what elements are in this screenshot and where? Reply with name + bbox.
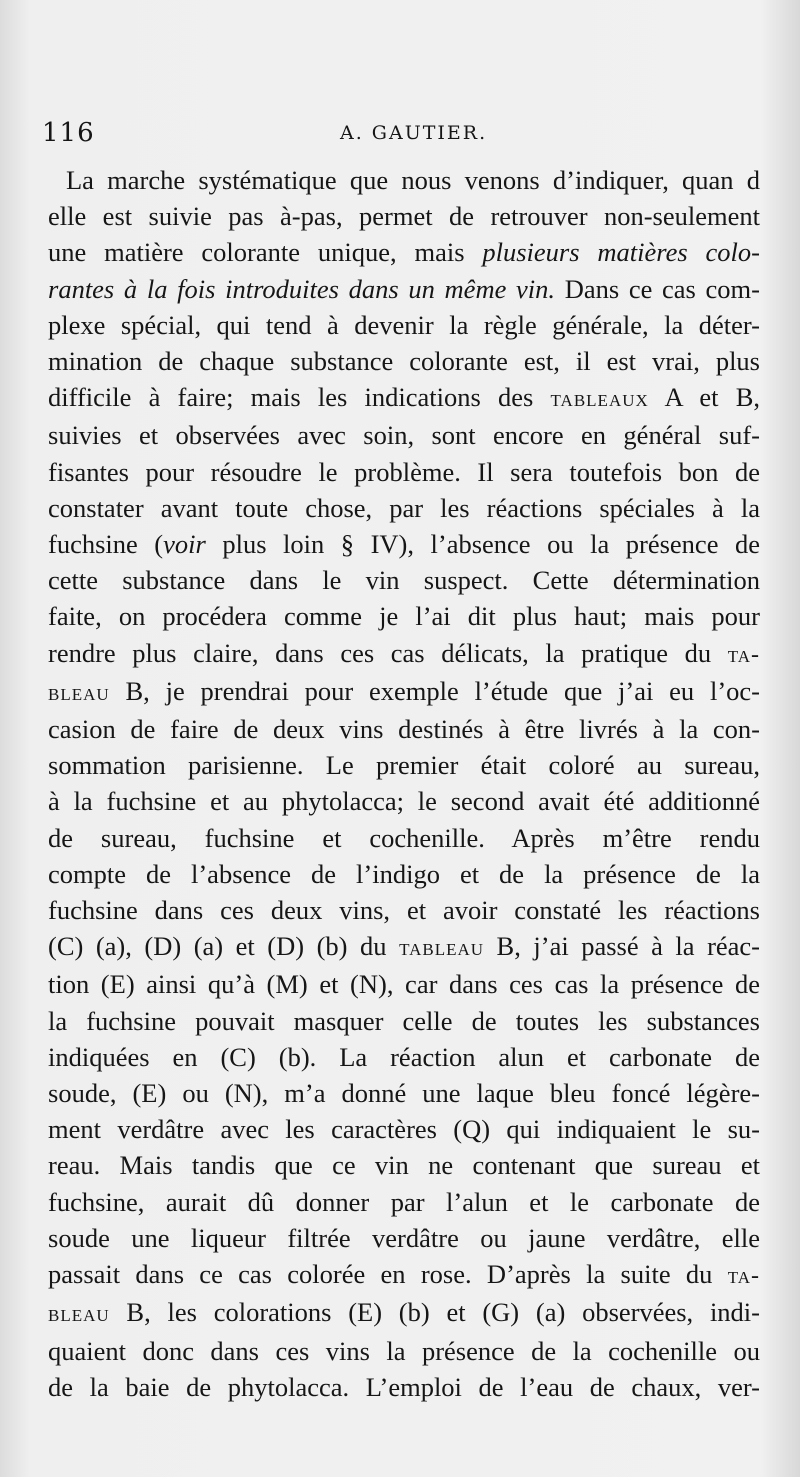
text-line: reau. Mais tandis que ce vin ne contenant que sureau et xyxy=(48,1150,760,1181)
text-line: passait dans ce cas colorée en rose. D’après la suite du ta- xyxy=(48,1259,761,1290)
text-line: à la fuchsine et au phytolacca; le second avait été additionné xyxy=(48,786,760,817)
text-line: bleau B, je prendrai pour exemple l’étude que j’ai eu l’oc- xyxy=(48,675,760,706)
text-line: bleau B, les colorations (E) (b) et (G) (a) observées, indi- xyxy=(48,1297,760,1328)
text-line: mination de chaque substance colorante est, il est vrai, plus xyxy=(48,346,760,377)
text-line: la fuchsine pouvait masquer celle de toutes les substances xyxy=(48,1005,760,1036)
text-line: (C) (a), (D) (a) et (D) (b) du tableau B, j’ai passé à la réac- xyxy=(48,931,760,962)
text-line: soude, (E) ou (N), m’a donné une laque bleu foncé légère- xyxy=(48,1078,760,1109)
text-line: quaient donc dans ces vins la présence de la cochenille ou xyxy=(48,1335,760,1366)
running-head: A. GAUTIER. xyxy=(340,122,488,144)
text-line: La marche systématique que nous venons d’indiquer, quan d xyxy=(66,165,760,195)
text-line: elle est suivie pas à-pas, permet de retrouver non-seulement xyxy=(48,201,760,232)
text-line: cette substance dans le vin suspect. Cette détermination xyxy=(48,565,760,596)
text-line: fisantes pour résoudre le problème. Il sera toutefois bon de xyxy=(48,456,760,487)
text-line: suivies et observées avec soin, sont encore en général suf- xyxy=(48,420,760,451)
text-line: faite, on procédera comme je l’ai dit plus haut; mais pour xyxy=(48,601,760,632)
text-line: constater avant toute chose, par les réactions spéciales à la xyxy=(48,492,760,523)
text-line: une matière colorante unique, mais plusieurs matières colo- xyxy=(48,237,760,268)
page-header xyxy=(42,118,762,152)
text-line: fuchsine (voir plus loin § IV), l’absence ou la présence de xyxy=(48,529,760,560)
text-line: rendre plus claire, dans ces cas délicats, la pratique du ta- xyxy=(48,637,761,668)
small-caps-text: bleau xyxy=(48,1301,110,1328)
small-caps-text: tableaux xyxy=(550,386,649,413)
small-caps-text: tableau xyxy=(399,935,485,962)
text-line: fuchsine, aurait dû donner par l’alun et le carbonate de xyxy=(48,1186,760,1217)
italic-text: plusieurs matières colo- xyxy=(482,237,760,268)
page-number: 116 xyxy=(42,118,95,148)
small-caps-text: ta- xyxy=(727,641,761,668)
text-line: fuchsine dans ces deux vins, et avoir constaté les réactions xyxy=(48,895,760,926)
text-line: plexe spécial, qui tend à devenir la règle générale, la déter- xyxy=(48,309,760,340)
text-line: ment verdâtre avec les caractères (Q) qui indiquaient le su- xyxy=(48,1114,760,1145)
text-line: sommation parisienne. Le premier était coloré au sureau, xyxy=(48,750,760,781)
body-text xyxy=(48,162,760,1405)
text-line: soude une liqueur filtrée verdâtre ou jaune verdâtre, elle xyxy=(48,1222,760,1253)
text-line: difficile à faire; mais les indications des tableaux A et B, xyxy=(48,382,761,413)
text-line: compte de l’absence de l’indigo et de la présence de la xyxy=(48,858,760,889)
italic-text: voir xyxy=(163,529,206,560)
text-line: de la baie de phytolacca. L’emploi de l’eau de chaux, ver- xyxy=(48,1371,760,1402)
small-caps-text: bleau xyxy=(48,679,110,706)
italic-text: rantes à la fois introduites dans un même vin. xyxy=(48,273,556,304)
text-line: casion de faire de deux vins destinés à être livrés à la con- xyxy=(48,714,760,745)
small-caps-text: ta- xyxy=(727,1263,761,1290)
text-line: tion (E) ainsi qu’à (M) et (N), car dans ces cas la présence de xyxy=(48,969,760,1000)
text-line: de sureau, fuchsine et cochenille. Après m’être rendu xyxy=(48,822,760,853)
text-line: indiquées en (C) (b). La réaction alun et carbonate de xyxy=(48,1041,760,1072)
text-line: rantes à la fois introduites dans un même vin. Dans ce cas com- xyxy=(48,273,760,304)
